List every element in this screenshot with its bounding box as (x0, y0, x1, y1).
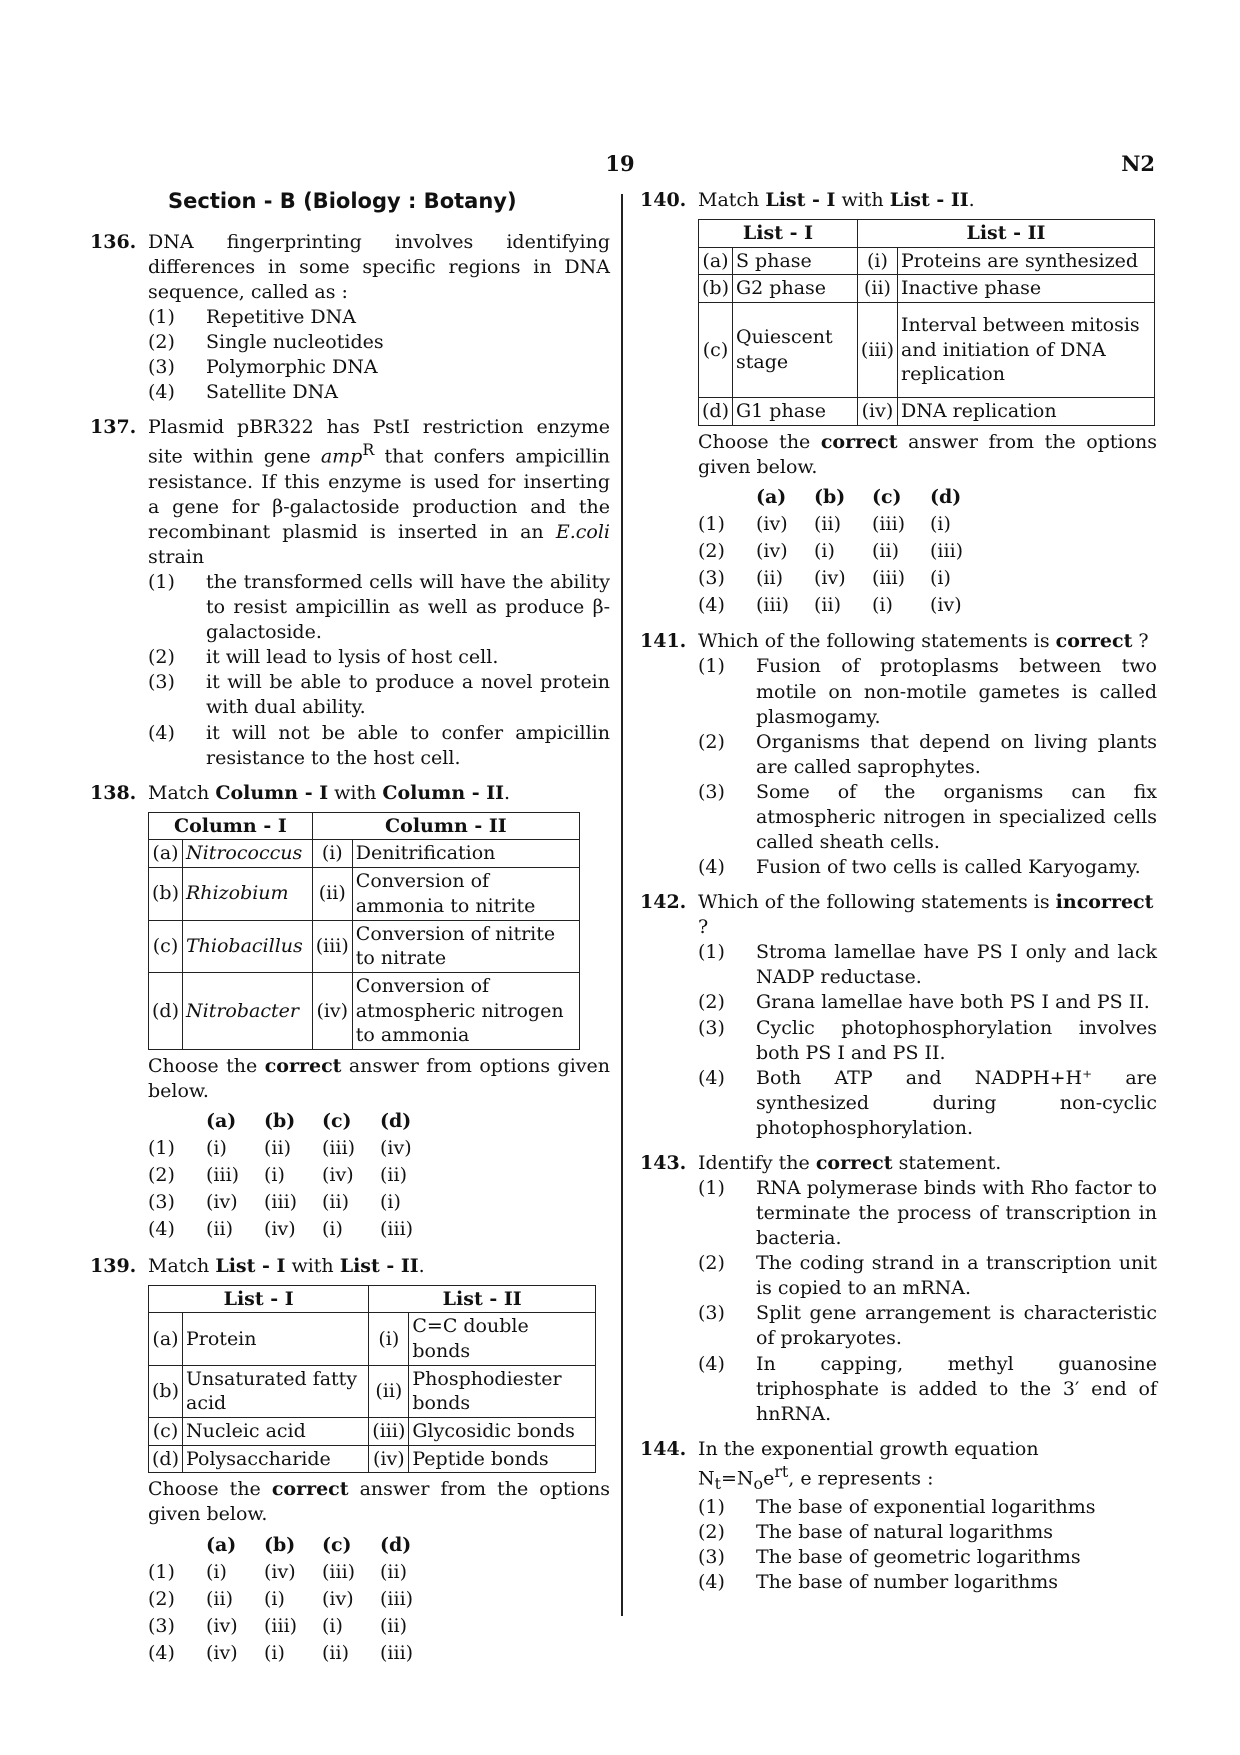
answer-row[interactable]: (1) (i) (ii) (iii) (iv) (148, 1137, 412, 1160)
question-137 (90, 415, 610, 770)
table-row: (a) S phase (i) Proteins are synthesized (699, 247, 1155, 275)
question-140 (640, 188, 1157, 619)
table-row: (b) Unsaturated fatty acid (ii) Phosphodiester bonds (149, 1365, 596, 1417)
question-139 (90, 1254, 610, 1667)
table-header: List - II (369, 1285, 596, 1313)
table-row: (a) Protein (i) C=C double bonds (149, 1313, 596, 1365)
option-text: Split gene arrangement is characteristic of prokaryotes. (756, 1302, 1157, 1350)
option[interactable] (148, 355, 610, 380)
answer-options: (a) (b) (c) (d) (1) (i) (iv) (iii) (ii) (2) (ii) (i) (iv) (iii) (3) (iv) (iii) (i) (ii) (4) (iv) (i) (ii) (iii) (148, 1532, 438, 1667)
table-header: Column - I (149, 812, 313, 840)
option-number: (2) (698, 1252, 725, 1275)
organism-name: E.coli (555, 520, 610, 543)
question-143 (640, 1151, 1157, 1427)
question-136 (90, 230, 610, 406)
option[interactable] (698, 855, 1157, 880)
question-number: 140. (640, 189, 687, 211)
option-text: The base of number logarithms (756, 1571, 1059, 1594)
option[interactable] (698, 780, 1157, 855)
option[interactable] (698, 1251, 1157, 1301)
question-141 (640, 629, 1157, 880)
option-text: Both ATP and NADPH+H⁺ are synthesized during non-cyclic photophosphorylation. (756, 1066, 1157, 1139)
option-text: Stroma lamellae have PS I only and lack NADP reductase. (756, 941, 1157, 989)
question-number: 143. (640, 1151, 687, 1174)
question-number: 144. (640, 1437, 687, 1460)
growth-equation: $N_t=N_oe^{rt}$, e represents : (698, 1461, 934, 1493)
column-divider (621, 194, 623, 1616)
table-row: (b) G2 phase (ii) Inactive phase (699, 275, 1155, 303)
instruction-text: Choose the correct answer from options given below. (148, 1054, 610, 1103)
option[interactable] (698, 990, 1157, 1015)
option[interactable] (698, 1495, 1157, 1520)
question-number: 142. (640, 891, 687, 914)
paper-code: N2 (1121, 151, 1155, 176)
option-number: (2) (148, 646, 175, 669)
table-header: List - I (149, 1285, 369, 1313)
option[interactable] (698, 1176, 1157, 1251)
option[interactable] (698, 1016, 1157, 1066)
left-column (90, 188, 610, 1677)
option[interactable] (148, 380, 610, 405)
answer-row[interactable]: (2) (ii) (i) (iv) (iii) (148, 1587, 414, 1610)
question-142 (640, 890, 1157, 1141)
gene-name: amp (320, 445, 363, 468)
option-number: (1) (698, 941, 725, 964)
option-number: (3) (698, 1016, 725, 1039)
option[interactable] (698, 940, 1157, 990)
table-row: (d) Polysaccharide (iv) Peptide bonds (149, 1445, 596, 1473)
option-text: Fusion of two cells is called Karyogamy. (756, 856, 1141, 879)
answer-row[interactable]: (2) (iv) (i) (ii) (iii) (698, 540, 964, 563)
question-text: Match List - I with List - II. (148, 1254, 425, 1277)
option-number: (4) (698, 1352, 725, 1375)
table-row: (c) Thiobacillus (iii) Conversion of nitrite to nitrate (149, 920, 580, 972)
question-number: 138. (90, 781, 137, 804)
option[interactable] (148, 670, 610, 720)
match-table (148, 812, 580, 1050)
option-text: it will not be able to confer ampicillin resistance to the host cell. (206, 721, 610, 769)
answer-row[interactable]: (3) (iv) (iii) (ii) (i) (148, 1191, 401, 1214)
option-text: it will be able to produce a novel protein with dual ability. (206, 671, 610, 719)
option-number: (3) (148, 671, 175, 694)
option[interactable] (698, 1545, 1157, 1570)
option-number: (2) (698, 991, 725, 1014)
option-text: Fusion of protoplasms between two motile on non-motile gametes is called plasmogamy. (756, 655, 1157, 728)
option-text: it will lead to lysis of host cell. (206, 646, 499, 669)
gene-superscript: R (362, 440, 375, 460)
option-number: (3) (698, 780, 725, 803)
option[interactable] (698, 1570, 1157, 1595)
option-number: (1) (148, 571, 175, 594)
table-row: (d) G1 phase (iv) DNA replication (699, 398, 1155, 426)
option-text: RNA polymerase binds with Rho factor to terminate the process of transcription in bacteria. (756, 1177, 1157, 1250)
table-row: (b) Rhizobium (ii) Conversion of ammonia to nitrite (149, 868, 580, 920)
option-text: In capping, methyl guanosine triphosphate is added to the 3′ end of hnRNA. (756, 1352, 1157, 1425)
option[interactable] (148, 570, 610, 645)
option-text: Organisms that depend on living plants are called saprophytes. (756, 730, 1157, 778)
option[interactable] (698, 1066, 1157, 1141)
option-number: (1) (698, 655, 725, 678)
option-text: The base of exponential logarithms (756, 1495, 1096, 1518)
option-number: (4) (148, 381, 175, 404)
table-header: Column - II (312, 812, 579, 840)
question-text: In the exponential growth equation (698, 1437, 1039, 1460)
option-number: (2) (698, 1520, 725, 1543)
option-number: (4) (698, 856, 725, 879)
option-text: Repetitive DNA (206, 305, 356, 328)
option-text: Satellite DNA (206, 381, 338, 404)
option-number: (4) (698, 1066, 725, 1089)
option-number: (4) (148, 721, 175, 744)
option[interactable] (148, 330, 610, 355)
option-number: (2) (698, 730, 725, 753)
option-number: (4) (698, 1571, 725, 1594)
table-header: List - II (857, 220, 1154, 248)
answer-options: (a) (b) (c) (d) (1) (i) (ii) (iii) (iv) (2) (iii) (i) (iv) (ii) (3) (iv) (iii) (ii) (i) (4) (ii) (iv) (i) (iii) (148, 1108, 438, 1243)
option-text: Cyclic photophosphorylation involves both PS I and PS II. (756, 1016, 1157, 1064)
table-row: (d) Nitrobacter (iv) Conversion of atmospheric nitrogen to ammonia (149, 972, 580, 1049)
question-text: Which of the following statements is incorrect ? (698, 891, 1154, 939)
option-text: the transformed cells will have the ability to resist ampicillin as well as produce β-galactoside. (206, 571, 610, 644)
question-text: Match List - I with List - II. (698, 189, 975, 211)
question-text: Match Column - I with Column - II. (148, 781, 511, 804)
option-text: Some of the organisms can fix atmospheric nitrogen in specialized cells called sheath cells. (756, 780, 1157, 853)
option[interactable] (698, 730, 1157, 780)
right-column (640, 188, 1157, 1605)
answer-options: (a) (b) (c) (d) (1) (iv) (ii) (iii) (i) (2) (iv) (i) (ii) (iii) (3) (ii) (iv) (iii) (i) (4) (iii) (ii) (i) (iv) (698, 484, 988, 619)
option-text: The coding strand in a transcription unit is copied to an mRNA. (756, 1252, 1157, 1300)
table-header: List - I (699, 220, 858, 248)
question-number: 137. (90, 416, 137, 439)
section-title: Section - B (Biology : Botany) (168, 189, 517, 213)
answer-row[interactable]: (4) (ii) (iv) (i) (iii) (148, 1218, 414, 1241)
instruction-text: Choose the correct answer from the options given below. (148, 1478, 610, 1526)
answer-row[interactable]: (4) (iii) (ii) (i) (iv) (698, 594, 962, 617)
answer-row[interactable]: (4) (iv) (i) (ii) (iii) (148, 1641, 414, 1664)
option-number: (3) (698, 1302, 725, 1325)
option[interactable] (148, 721, 610, 771)
question-text: DNA fingerprinting involves identifying differences in some specific regions in DNA sequence, called as : (148, 230, 610, 303)
question-text: Identify the correct statement. (698, 1151, 1002, 1174)
table-row: (a) Nitrococcus (i) Denitrification (149, 840, 580, 868)
question-144 (640, 1437, 1157, 1595)
option-text: The base of natural logarithms (756, 1520, 1053, 1543)
match-table (698, 219, 1155, 426)
question-number: 139. (90, 1254, 137, 1277)
instruction-text: Choose the correct answer from the options given below. (698, 430, 1157, 478)
option-number: (3) (148, 356, 175, 379)
option-text: Grana lamellae have both PS I and PS II. (756, 991, 1150, 1014)
option-number: (1) (698, 1495, 725, 1518)
option-text: Single nucleotides (206, 331, 384, 354)
answer-row[interactable]: (2) (iii) (i) (iv) (ii) (148, 1164, 407, 1187)
question-text: Plasmid pBR322 has PstI restriction enzyme site within gene amp$^R$ that confers ampicillin resistance. If this enzyme is used for inserting a gene for β-galactoside production and the recombinant plasmid is inserted in an E.coli strain (148, 416, 610, 568)
option[interactable] (148, 305, 610, 330)
option[interactable] (698, 1301, 1157, 1351)
option-number: (2) (148, 331, 175, 354)
option-number: (1) (148, 305, 175, 328)
option[interactable] (698, 1352, 1157, 1427)
page-number: 19 (605, 151, 635, 176)
table-row: (c) Nucleic acid (iii) Glycosidic bonds (149, 1418, 596, 1446)
option[interactable] (698, 654, 1157, 729)
option-text: The base of geometric logarithms (756, 1546, 1081, 1569)
question-text: Which of the following statements is correct ? (698, 630, 1149, 653)
answer-row[interactable]: (1) (i) (iv) (iii) (ii) (148, 1560, 407, 1583)
option-text: Polymorphic DNA (206, 356, 378, 379)
option[interactable] (148, 645, 610, 670)
table-row: (c) Quiescent stage (iii) Interval between mitosis and initiation of DNA replication (699, 303, 1155, 398)
match-table (148, 1285, 596, 1474)
answer-row[interactable]: (1) (iv) (ii) (iii) (i) (698, 513, 951, 536)
answer-row[interactable]: (3) (ii) (iv) (iii) (i) (698, 567, 951, 590)
question-138 (90, 781, 610, 1244)
option[interactable] (698, 1520, 1157, 1545)
question-number: 136. (90, 230, 137, 253)
option-number: (3) (698, 1546, 725, 1569)
question-number: 141. (640, 630, 687, 653)
answer-row[interactable]: (3) (iv) (iii) (i) (ii) (148, 1614, 407, 1637)
option-number: (1) (698, 1177, 725, 1200)
